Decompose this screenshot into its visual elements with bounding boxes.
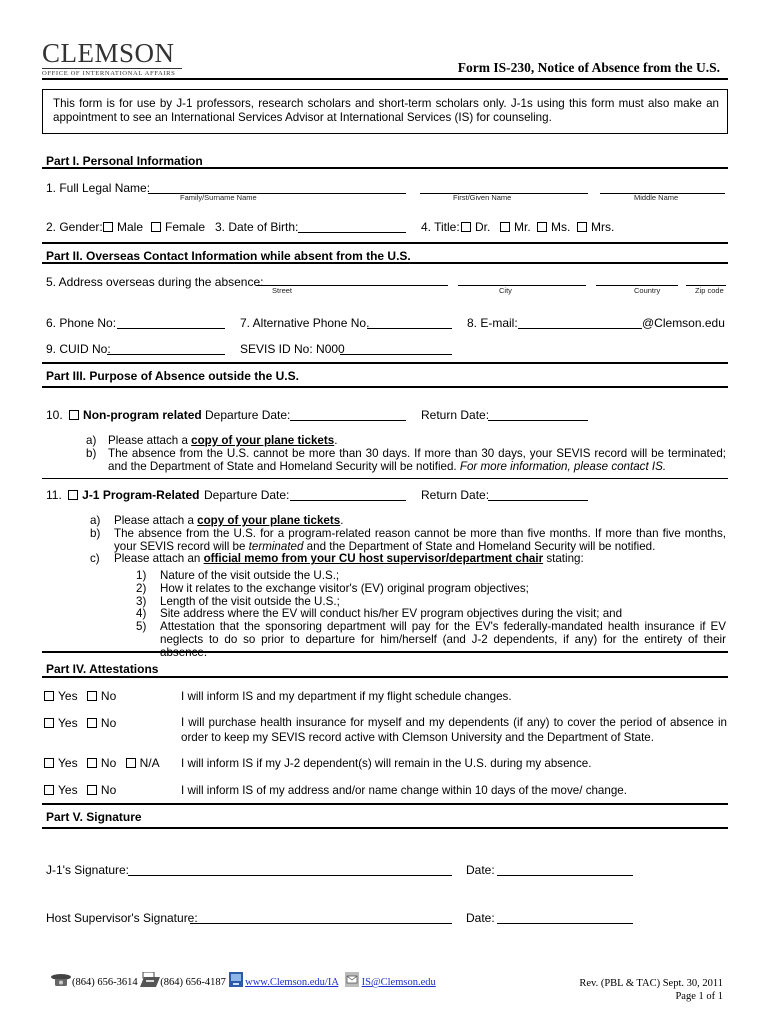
part2-title: Part II. Overseas Contact Information while absent from the U.S. [46, 249, 411, 263]
city-caption: City [499, 286, 512, 295]
item11-departure-field[interactable] [290, 500, 406, 501]
attest3-options [44, 756, 160, 770]
email-label: 8. E-mail: [467, 316, 518, 330]
female-label: Female [165, 220, 206, 234]
memo-points: 1) Nature of the visit outside the U.S.; 2) How it relates to the exchange visitor's (EV) original program objectives; 3) Length of the visit outside the U.S.; 4) Site address where the EV will conduct his/her EV program objectives during the visit; and 5) Attestation that the sponsoring department will pay for the EV's federally-mandated health insurance if EV neglects to do so prior to departure for him/herself (and J-2 dependents, if any) for the entirety of their absence. [136, 569, 726, 659]
mr-label: Mr. [514, 220, 531, 234]
item11-note-c: Please attach an official memo from your CU host supervisor/department chair stating: [114, 552, 584, 566]
footer-fax: (864) 656-4187 [160, 977, 226, 988]
zip-caption: Zip code [695, 286, 724, 295]
memo-point: Nature of the visit outside the U.S.; [160, 569, 340, 582]
attest1-statement: I will inform IS and my department if my flight schedule changes. [181, 690, 512, 703]
item10-departure-label: Departure Date: [205, 408, 291, 422]
plane-tickets-link-10: copy of your plane tickets [191, 434, 335, 447]
dr-label: Dr. [475, 220, 491, 234]
part1-rule [42, 167, 728, 169]
item11-return-label: Return Date: [421, 488, 490, 502]
email-field[interactable] [518, 328, 642, 329]
memo-point: Site address where the EV will conduct his/her EV program objectives during the visit; and [160, 607, 623, 621]
footer-page-number: Page 1 of 1 [675, 991, 723, 1002]
ms-label: Ms. [551, 220, 571, 234]
yes-label: Yes [58, 689, 78, 703]
part2-top-rule [42, 242, 728, 244]
part5-top-rule [42, 803, 728, 805]
address-label: 5. Address overseas during the absence: [46, 275, 264, 289]
yes-label: Yes [58, 756, 78, 770]
dob-label: 3. Date of Birth: [215, 220, 299, 234]
attest3-statement: I will inform IS if my J-2 dependent(s) will remain in the U.S. during my absence. [181, 757, 592, 770]
part4-top-rule [42, 651, 728, 653]
attest2-no-checkbox[interactable] [87, 718, 97, 728]
official-memo-link: official memo from your CU host supervisor/department chair [203, 552, 544, 566]
part1-title: Part I. Personal Information [46, 154, 203, 168]
part3-top-rule [42, 362, 728, 364]
mrs-checkbox[interactable] [577, 222, 587, 232]
plane-tickets-link-11: copy of your plane tickets [197, 514, 341, 527]
title-mr-option[interactable] [500, 220, 531, 234]
item10-row [46, 408, 202, 422]
form-title: Form IS-230, Notice of Absence from the U.S. [457, 60, 720, 75]
attest4-no-checkbox[interactable] [87, 785, 97, 795]
dob-field[interactable] [298, 232, 406, 233]
item11-row [46, 488, 200, 502]
cuid-field[interactable] [107, 354, 225, 355]
no-label: No [100, 716, 117, 730]
yes-label: Yes [58, 783, 78, 797]
item11-number: 11. [46, 488, 62, 502]
part5-rule [42, 827, 728, 829]
item10-departure-field[interactable] [290, 420, 406, 421]
memo-point: How it relates to the exchange visitor's (EV) original program objectives; [160, 581, 529, 595]
alt-phone-field[interactable] [367, 328, 452, 329]
attest2-statement: I will purchase health insurance for myself and my dependents (if any) to cover the period of absence in order to keep my SEVIS record active with Clemson University and the Department of State. [181, 716, 727, 744]
gender-male-option[interactable] [103, 220, 143, 234]
host-date-field[interactable] [497, 923, 633, 924]
logo-subtitle: OFFICE OF INTERNATIONAL AFFAIRS [42, 68, 182, 77]
host-signature-field[interactable] [190, 923, 452, 924]
program-related-label: J-1 Program-Related [82, 488, 200, 502]
item11-departure-label: Departure Date: [204, 488, 290, 502]
sevis-field[interactable] [340, 354, 452, 355]
city-field[interactable] [458, 285, 586, 286]
attest3-yes-checkbox[interactable] [44, 758, 54, 768]
part5-title: Part V. Signature [46, 810, 142, 824]
cuid-label: 9. CUID No: [46, 342, 111, 356]
item11-note-b: The absence from the U.S. for a program-related reason cannot be more than five months. If more than five months, your SEVIS record will be terminated and the Department of State and Homeland Security will be notified. [114, 526, 726, 553]
male-checkbox[interactable] [103, 222, 113, 232]
attest4-statement: I will inform IS of my address and/or name change within 10 days of the move/ change. [181, 784, 627, 797]
title-label: 4. Title: [421, 220, 460, 234]
email-icon [345, 972, 359, 987]
attest1-options [44, 689, 116, 703]
alt-phone-label: 7. Alternative Phone No. [240, 316, 370, 330]
first-name-caption: First/Given Name [453, 193, 512, 202]
intro-box [42, 89, 728, 134]
clemson-logo [42, 40, 182, 77]
mr-checkbox[interactable] [500, 222, 510, 232]
j1-signature-field[interactable] [128, 875, 452, 876]
item10-return-label: Return Date: [421, 408, 490, 422]
part4-title: Part IV. Attestations [46, 662, 159, 676]
j1-signature-label: J-1's Signature: [46, 863, 129, 877]
attest2-yes-checkbox[interactable] [44, 718, 54, 728]
part2-rule [42, 262, 728, 264]
gender-label: 2. Gender: [46, 220, 103, 234]
attest4-options [44, 783, 116, 797]
male-label: Male [117, 220, 144, 234]
footer-phone: (864) 656-3614 [72, 977, 138, 988]
attest1-no-checkbox[interactable] [87, 691, 97, 701]
country-caption: Country [634, 286, 661, 295]
non-program-label: Non-program related [83, 408, 202, 422]
item11-rule [42, 478, 728, 479]
title-dr-option[interactable] [461, 220, 490, 234]
host-signature-label: Host Supervisor's Signature: [46, 911, 198, 925]
attest3-na-checkbox[interactable] [126, 758, 136, 768]
yes-label: Yes [58, 716, 78, 730]
intro-text: This form is for use by J-1 professors, research scholars and short-term scholars only. J-1s using this form must also make an appointment to see an International Services Advisor at International Services (IS) for counseling. [53, 97, 719, 124]
logo-wordmark: CLEMSON [42, 38, 175, 68]
item11-note-a: Please attach a copy of your plane tickets. [114, 514, 344, 527]
email-domain: @Clemson.edu [642, 316, 725, 330]
non-program-checkbox[interactable] [69, 410, 79, 420]
j1-date-field[interactable] [497, 875, 633, 876]
item11-return-field[interactable] [488, 500, 588, 501]
part3-title: Part III. Purpose of Absence outside the U.S. [46, 369, 299, 383]
footer-website-link[interactable]: www.Clemson.edu/IA [245, 977, 339, 988]
dr-checkbox[interactable] [461, 222, 471, 232]
header-rule [42, 78, 728, 80]
j1-date-label: Date: [466, 863, 495, 877]
fax-icon [140, 972, 160, 987]
ms-checkbox[interactable] [537, 222, 547, 232]
part4-rule [42, 676, 728, 678]
item10-return-field[interactable] [488, 420, 588, 421]
phone-field[interactable] [117, 328, 225, 329]
item11-notes: a) Please attach a copy of your plane tickets. b) The absence from the U.S. for a program-related reason cannot be more than five months. If more than five months, your SEVIS record will be terminated and the Department of State and Homeland Security will be notified. c) Please attach an official memo from your CU host supervisor/department chair stating: [90, 514, 726, 566]
attest3-no-checkbox[interactable] [87, 758, 97, 768]
host-date-label: Date: [466, 911, 495, 925]
sevis-label: SEVIS ID No: N000 [240, 342, 345, 356]
no-label: No [100, 689, 117, 703]
mrs-label: Mrs. [591, 220, 615, 234]
item10-note-a: Please attach a copy of your plane tickets. [108, 434, 338, 447]
title-ms-option[interactable] [537, 220, 570, 234]
no-label: No [100, 756, 117, 770]
no-label: No [100, 783, 117, 797]
gender-female-option[interactable] [151, 220, 205, 234]
part3-rule [42, 386, 728, 388]
phone-label: 6. Phone No: [46, 316, 117, 330]
item10-note-b: The absence from the U.S. cannot be more than 30 days. If more than 30 days, your SEVIS record will be terminated; and the Department of State and Homeland Security will be notified. For more information, please contact IS. [108, 446, 726, 473]
memo-point: Length of the visit outside the U.S.; [160, 594, 340, 608]
memo-point: Attestation that the sponsoring department will pay for the EV's federally-mandated health insurance if EV neglects to do so prior to departure for him/herself (and J-2 dependents, if any) for the entirety of their absence. [160, 620, 726, 659]
na-label: N/A [139, 756, 160, 770]
footer-email-link[interactable]: IS@Clemson.edu [361, 977, 436, 988]
attest4-yes-checkbox[interactable] [44, 785, 54, 795]
telephone-icon [50, 973, 72, 987]
item10-number: 10. [46, 408, 63, 422]
item10-notes: a) Please attach a copy of your plane tickets. b) The absence from the U.S. cannot be more than 30 days. If more than 30 days, your SEVIS record will be terminated; and the Department of State and Homeland Security will be notified. For more information, please contact IS. [86, 434, 726, 473]
attest1-yes-checkbox[interactable] [44, 691, 54, 701]
family-name-caption: Family/Surname Name [180, 193, 257, 202]
street-caption: Street [272, 286, 293, 295]
middle-name-caption: Middle Name [634, 193, 679, 202]
full-name-label: 1. Full Legal Name: [46, 181, 151, 195]
attest2-options [44, 716, 116, 730]
female-checkbox[interactable] [151, 222, 161, 232]
footer-revision: Rev. (PBL & TAC) Sept. 30, 2011 [579, 978, 723, 989]
title-mrs-option[interactable] [577, 220, 614, 234]
footer-contacts [50, 972, 436, 988]
web-icon [229, 972, 243, 987]
program-related-checkbox[interactable] [68, 490, 78, 500]
